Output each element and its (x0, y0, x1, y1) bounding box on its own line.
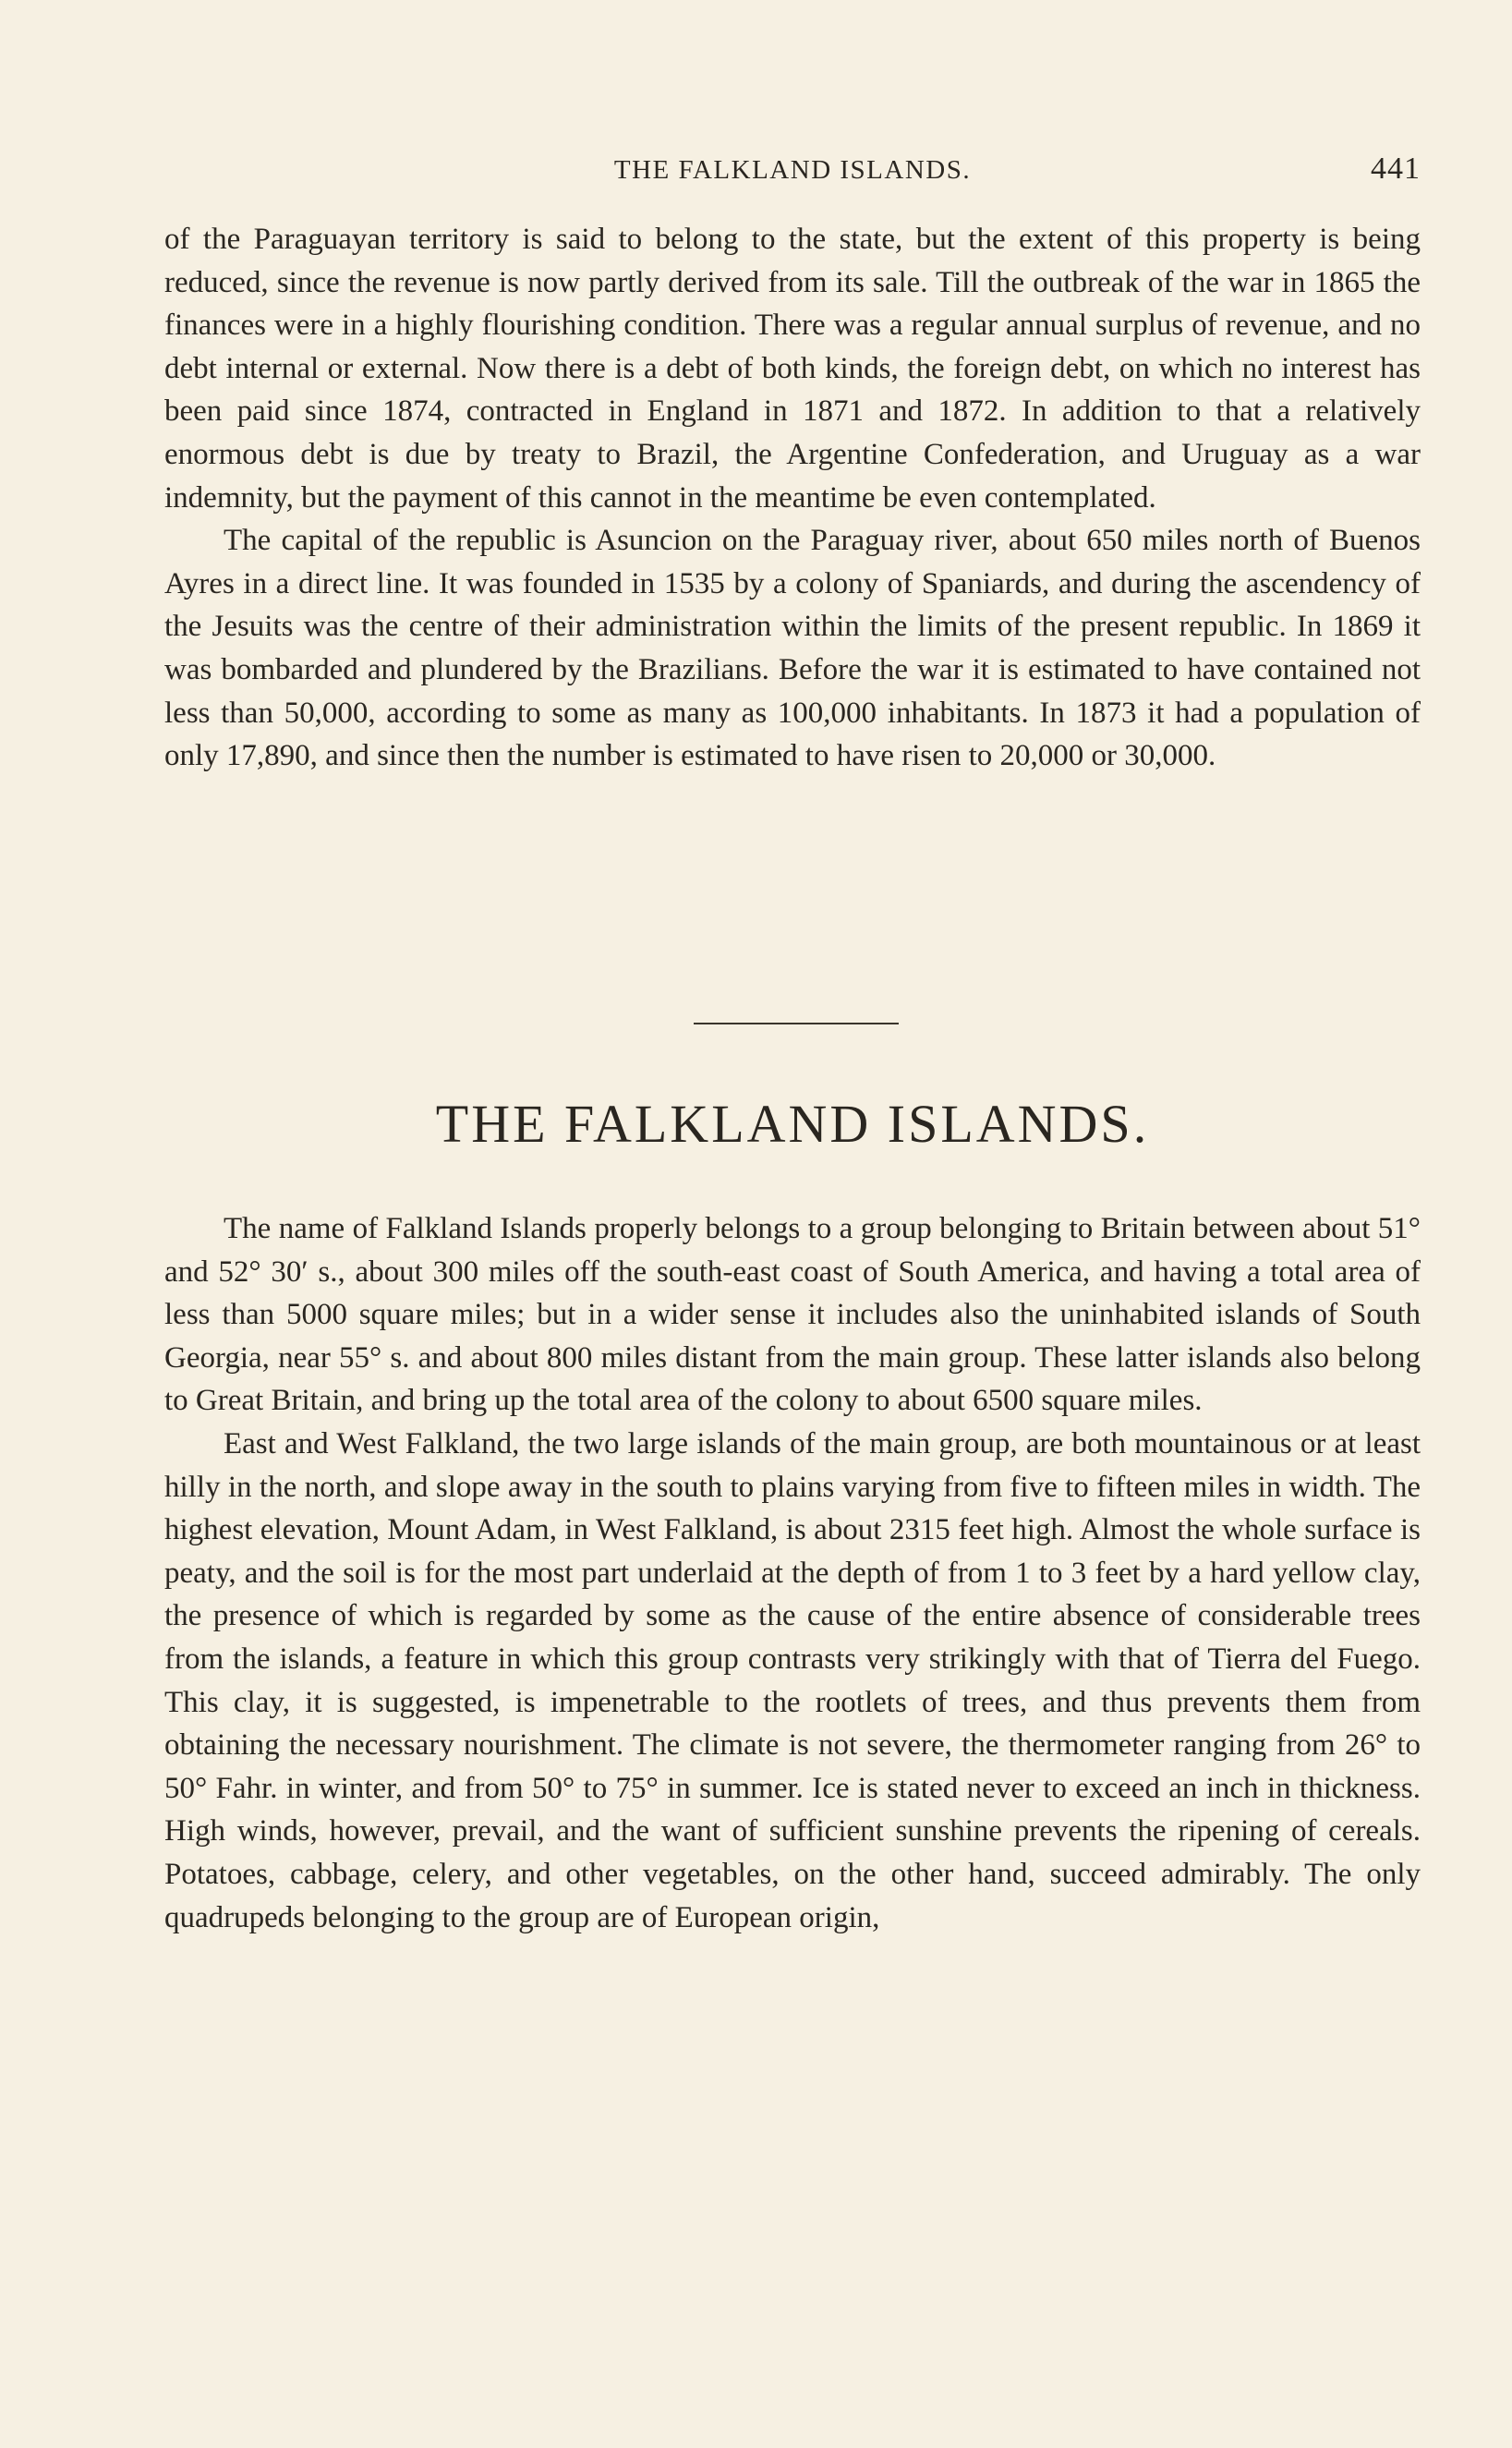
paraguay-continuation-text (164, 218, 1421, 778)
falkland-islands-text (164, 1207, 1421, 1939)
section-title: THE FALKLAND ISLANDS. (435, 1094, 1150, 1154)
paragraph: East and West Falkland, the two large islands of the main group, are both mountainous or at least hilly in the north, and slope away in the south to plains varying from five to fifteen miles in width. The highest elevation, Mount Adam, in West Falkland, is about 2315 feet high. Almost the whole surface is peaty, and the soil is for the most part underlaid at the depth of from 1 to 3 feet by a hard yellow clay, the presence of which is regarded by some as the cause of the entire absence of considerable trees from the islands, a feature in which this group contrasts very strikingly with that of Tierra del Fuego. This clay, it is suggested, is impenetrable to the rootlets of trees, and thus prevents them from obtaining the necessary nourishment. The climate is not severe, the thermometer ranging from 26° to 50° Fahr. in winter, and from 50° to 75° in summer. Ice is stated never to exceed an inch in thickness. High winds, however, prevail, and the want of sufficient sunshine prevents the ripening of cereals. Potatoes, cabbage, celery, and other vegetables, on the other hand, succeed admirably. The only quadrupeds belonging to the group are of European origin, (164, 1426, 1421, 1934)
paragraph: The capital of the republic is Asuncion on the Paraguay river, about 650 miles north of Buenos Ayres in a direct line. It was founded in 1535 by a colony of Spaniards, and during the ascendency of the Jesuits was the centre of their administration within the limits of the present republic. In 1869 it was bombarded and plundered by the Brazilians. Before the war it is estimated to have contained not less than 50,000, according to some as many as 100,000 inhabitants. In 1873 it had a population of only 17,890, and since then the number is estimated to have risen to 20,000 or 30,000. (164, 524, 1421, 773)
paragraph: The name of Falkland Islands properly belongs to a group belonging to Britain between about 51° and 52° 30′ s., about 300 miles off the south-east coast of South America, and having a total area of less than 5000 square miles; but in a wider sense it includes also the uninhabited islands of South Georgia, near 55° s. and about 800 miles distant from the main group. These latter islands also belong to Great Britain, and bring up the total area of the colony to about 6500 square miles. (164, 1212, 1421, 1418)
paragraph: of the Paraguayan territory is said to belong to the state, but the extent of this property is being reduced, since the revenue is now partly derived from its sale. Till the outbreak of the war in 1865 the finances were in a highly flourishing condition. There was a regular annual surplus of revenue, and no debt internal or external. Now there is a debt of both kinds, the foreign debt, on which no interest has been paid since 1874, contracted in England in 1871 and 1872. In addition to that a relatively enormous debt is due by treaty to Brazil, the Argentine Confederation, and Uruguay as a war indemnity, but the payment of this cannot in the meantime be even contemplated. (164, 223, 1421, 515)
section-divider-rule (694, 1023, 899, 1024)
running-title: THE FALKLAND ISLANDS. (613, 155, 972, 185)
page-number: 441 (1371, 151, 1421, 186)
running-header (164, 151, 1421, 196)
